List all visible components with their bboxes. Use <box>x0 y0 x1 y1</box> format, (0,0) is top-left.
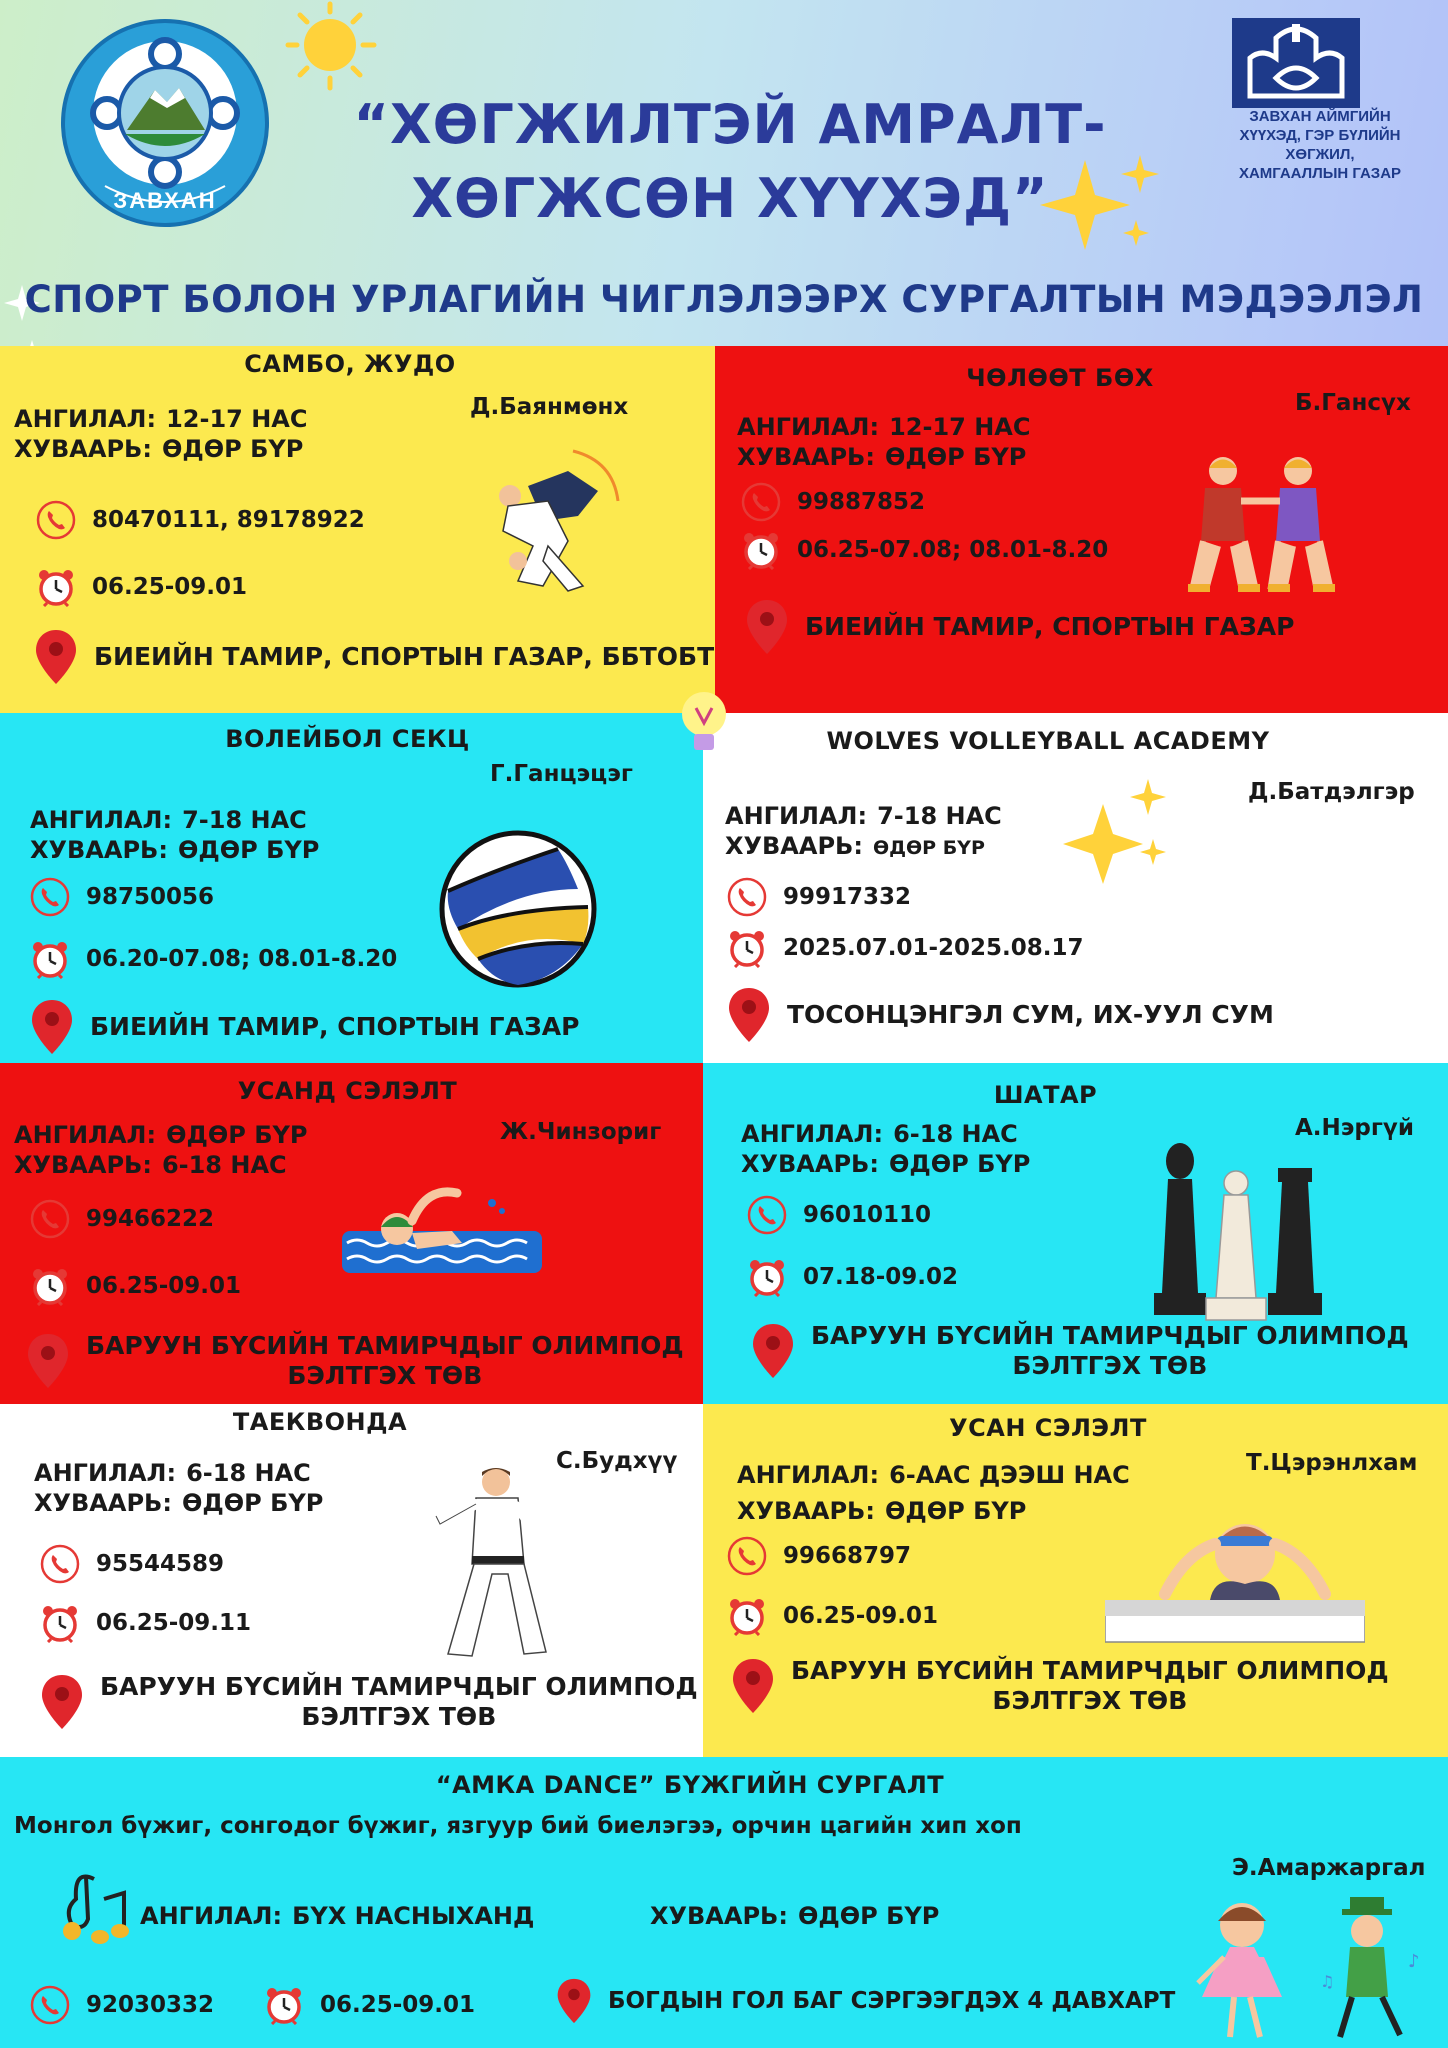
phone-number: 95544589 <box>96 1551 225 1577</box>
main-title <box>330 88 1130 236</box>
dates-row <box>727 928 1084 968</box>
dates-row <box>741 530 1108 570</box>
phone-icon <box>40 1544 80 1584</box>
phone-icon <box>747 1195 787 1235</box>
title-line-1: “ХӨГЖИЛТЭЙ АМРАЛТ- <box>353 93 1107 156</box>
coach-name: Д.Баянмөнх <box>470 394 629 420</box>
category-block <box>140 1901 534 1931</box>
panel-wolves <box>703 713 1448 1063</box>
swimmer-girl-illustration <box>1105 1514 1365 1644</box>
schedule-block <box>650 1901 939 1931</box>
panel-title: ТАЕКВОНДА <box>232 1408 408 1436</box>
panel-taekwondo <box>0 1404 703 1757</box>
phone-row <box>30 1985 214 2025</box>
schedule-label: ХУВААРЬ: <box>14 435 152 463</box>
category-label: АНГИЛАЛ: <box>30 806 173 834</box>
panel-title: ЧӨЛӨӨТ БӨХ <box>966 364 1154 392</box>
coach-name: А.Нэргүй <box>1295 1115 1415 1141</box>
category-value: 7-18 НАС <box>182 806 307 834</box>
dates-value: 06.25-09.01 <box>320 1992 476 2018</box>
panel-title: САМБО, ЖУДО <box>244 350 456 378</box>
panel-swimming-2 <box>703 1404 1448 1757</box>
info-block <box>30 805 319 865</box>
dates-row <box>264 1985 475 2025</box>
phone-row <box>30 1199 214 1239</box>
coach-name: Т.Цэрэнлхам <box>1246 1450 1418 1476</box>
schedule-value: ӨДӨР БҮР <box>888 1150 1031 1178</box>
schedule-label: ХУВААРЬ: <box>30 836 168 864</box>
dancers-illustration <box>1190 1887 1430 2047</box>
sparkle-icon <box>1063 779 1173 889</box>
panel-title: WOLVES VOLLEYBALL ACADEMY <box>826 727 1270 755</box>
location-pin-icon <box>30 998 74 1056</box>
location-pin-icon <box>40 1673 84 1731</box>
dates-row <box>727 1596 938 1636</box>
location-row <box>26 1331 684 1391</box>
panel-title: “АМКА DANCE” БҮЖГИЙН СУРГАЛТ <box>435 1771 945 1799</box>
swimmer-illustration <box>342 1181 542 1281</box>
phone-number: 92030332 <box>86 1992 215 2018</box>
category-value: 6-18 НАС <box>186 1459 311 1487</box>
location-text: БИЕИЙН ТАМИР, СПОРТЫН ГАЗАР <box>90 1012 580 1041</box>
location-text <box>811 1321 1409 1381</box>
phone-number: 98750056 <box>86 884 215 910</box>
dates-row <box>30 1266 241 1306</box>
location-text: ТОСОНЦЭНГЭЛ СУМ, ИХ-УУЛ СУМ <box>787 1000 1274 1029</box>
panel-volleyball <box>0 713 703 1063</box>
phone-row <box>747 1195 931 1235</box>
category-value: 12-17 НАС <box>889 413 1031 441</box>
dates-value: 2025.07.01-2025.08.17 <box>783 935 1084 961</box>
schedule-value: ӨДӨР БҮР <box>177 836 320 864</box>
title-line-2: ХӨГЖСӨН ХҮҮХЭД” <box>411 167 1049 230</box>
location-text <box>791 1656 1389 1716</box>
info-block <box>34 1458 323 1518</box>
alarm-clock-icon <box>727 928 767 968</box>
alarm-clock-icon <box>36 567 76 607</box>
location-line-1: БАРУУН БҮСИЙН ТАМИРЧДЫГ ОЛИМПОД <box>811 1321 1409 1350</box>
category-label: АНГИЛАЛ: <box>14 405 157 433</box>
phone-number: 96010110 <box>803 1202 932 1228</box>
dates-row <box>40 1603 251 1643</box>
schedule-label: ХУВААРЬ: <box>650 1902 788 1930</box>
panel-wrestling <box>715 346 1448 713</box>
info-block <box>14 404 307 464</box>
location-row <box>731 1656 1389 1716</box>
phone-icon <box>30 1985 70 2025</box>
panel-sambo <box>0 346 715 713</box>
location-row <box>556 1977 1175 2025</box>
info-block <box>737 412 1030 472</box>
phone-number: 99917332 <box>783 884 912 910</box>
phone-row <box>741 482 925 522</box>
schedule-value: ӨДӨР БҮР <box>884 443 1027 471</box>
location-pin-icon <box>727 986 771 1044</box>
info-block <box>725 801 1002 863</box>
schedule-label: ХУВААРЬ: <box>34 1489 172 1517</box>
coach-name: Г.Ганцэцэг <box>490 761 633 787</box>
right-logo-text <box>1215 107 1425 183</box>
location-line-2: БЭЛТГЭХ ТӨВ <box>287 1361 483 1390</box>
phone-icon <box>727 877 767 917</box>
location-row <box>745 598 1294 656</box>
schedule-label: ХУВААРЬ: <box>737 443 875 471</box>
alarm-clock-icon <box>30 939 70 979</box>
phone-row <box>40 1544 224 1584</box>
zavkhan-emblem-logo <box>55 18 275 228</box>
volleyball-icon <box>438 829 598 989</box>
location-row <box>30 998 579 1056</box>
phone-number: 80470111, 89178922 <box>92 507 365 533</box>
location-line-1: БАРУУН БҮСИЙН ТАМИРЧДЫГ ОЛИМПОД <box>791 1656 1389 1685</box>
phone-row <box>727 877 911 917</box>
left-logo-text: ЗАВХАН <box>113 188 217 213</box>
category-label: АНГИЛАЛ: <box>34 1459 177 1487</box>
panel-title: ВОЛЕЙБОЛ СЕКЦ <box>225 725 470 753</box>
panel-chess <box>703 1063 1448 1404</box>
phone-number: 99668797 <box>783 1543 912 1569</box>
location-pin-icon <box>556 1977 592 2025</box>
schedule-label: ХУВААРЬ: <box>14 1151 152 1179</box>
location-row <box>34 628 714 686</box>
music-notes-icon <box>54 1869 130 1951</box>
panel-title: УСАН СЭЛЭЛТ <box>949 1414 1147 1442</box>
right-department-logo <box>1232 18 1360 108</box>
alarm-clock-icon <box>40 1603 80 1643</box>
schedule-value: ӨДӨР БҮР <box>797 1902 940 1930</box>
category-label: АНГИЛАЛ: <box>737 1461 880 1489</box>
chess-pieces-icon <box>1148 1143 1323 1323</box>
wrestlers-illustration <box>1173 446 1353 596</box>
alarm-clock-icon <box>747 1257 787 1297</box>
right-logo-line-2: ХҮҮХЭД, ГЭР БҮЛИЙН ХӨГЖИЛ, <box>1239 127 1401 163</box>
light-bulb-icon <box>676 688 732 758</box>
schedule-value: ӨДӨР БҮР <box>181 1489 324 1517</box>
category-value: ӨДӨР БҮР <box>166 1121 308 1149</box>
location-row <box>40 1672 698 1732</box>
info-block <box>737 1460 1130 1526</box>
dates-row <box>36 567 247 607</box>
category-label: АНГИЛАЛ: <box>140 1902 283 1930</box>
location-line-2: БЭЛТГЭХ ТӨВ <box>1012 1351 1208 1380</box>
phone-icon <box>30 1199 70 1239</box>
alarm-clock-icon <box>30 1266 70 1306</box>
category-value: БҮХ НАСНЫХАНД <box>292 1902 535 1930</box>
phone-row <box>727 1536 911 1576</box>
coach-name: Д.Батдэлгэр <box>1248 779 1415 805</box>
phone-number: 99466222 <box>86 1206 215 1232</box>
category-label: АНГИЛАЛ: <box>741 1120 884 1148</box>
location-text: БОГДЫН ГОЛ БАГ СЭРГЭЭГДЭХ 4 ДАВХАРТ <box>608 1988 1176 2014</box>
panel-title: ШАТАР <box>993 1081 1098 1109</box>
sparkle-icon <box>1040 150 1170 265</box>
location-row <box>727 986 1274 1044</box>
right-logo-line-1: ЗАВХАН АЙМГИЙН <box>1249 108 1391 125</box>
dates-value: 06.25-09.01 <box>783 1603 939 1629</box>
panel-dance <box>0 1757 1448 2048</box>
info-block <box>741 1119 1030 1179</box>
judo-athletes-illustration <box>488 446 638 596</box>
schedule-label: ХУВААРЬ: <box>737 1497 875 1525</box>
dates-value: 06.25-09.01 <box>86 1273 242 1299</box>
schedule-value: ӨДӨР БҮР <box>884 1497 1027 1525</box>
dates-value: 06.25-07.08; 08.01-8.20 <box>797 537 1109 563</box>
schedule-label: ХУВААРЬ: <box>725 832 863 860</box>
phone-icon <box>741 482 781 522</box>
coach-name: Э.Амаржаргал <box>1232 1855 1426 1881</box>
coach-name: Б.Гансүх <box>1295 390 1411 416</box>
dates-value: 06.25-09.01 <box>92 574 248 600</box>
phone-icon <box>36 500 76 540</box>
location-row <box>751 1321 1409 1381</box>
location-text <box>86 1331 684 1391</box>
phone-number: 99887852 <box>797 489 926 515</box>
category-label: АНГИЛАЛ: <box>14 1121 157 1149</box>
location-pin-icon <box>26 1332 70 1390</box>
location-pin-icon <box>731 1657 775 1715</box>
schedule-label: ХУВААРЬ: <box>741 1150 879 1178</box>
taekwondo-athlete-illustration <box>428 1464 558 1664</box>
phone-icon <box>30 877 70 917</box>
dates-row <box>30 939 397 979</box>
location-text <box>100 1672 698 1732</box>
phone-icon <box>727 1536 767 1576</box>
location-text: БИЕИЙН ТАМИР, СПОРТЫН ГАЗАР <box>805 612 1295 641</box>
location-line-1: БАРУУН БҮСИЙН ТАМИРЧДЫГ ОЛИМПОД <box>100 1672 698 1701</box>
location-pin-icon <box>745 598 789 656</box>
panel-title: УСАНД СЭЛЭЛТ <box>237 1077 458 1105</box>
alarm-clock-icon <box>727 1596 767 1636</box>
phone-row <box>36 500 365 540</box>
coach-name: Ж.Чинзориг <box>500 1119 662 1145</box>
phone-row <box>30 877 214 917</box>
category-value: 12-17 НАС <box>166 405 308 433</box>
svg-text:♪: ♪ <box>1408 1951 1420 1972</box>
location-line-2: БЭЛТГЭХ ТӨВ <box>992 1686 1188 1715</box>
coach-name: С.Будхүү <box>556 1448 678 1474</box>
schedule-value: 6-18 НАС <box>161 1151 287 1179</box>
header <box>0 0 1448 346</box>
location-pin-icon <box>34 628 78 686</box>
dates-value: 06.20-07.08; 08.01-8.20 <box>86 946 398 972</box>
location-line-2: БЭЛТГЭХ ТӨВ <box>301 1702 497 1731</box>
location-pin-icon <box>751 1322 795 1380</box>
location-text: БИЕИЙН ТАМИР, СПОРТЫН ГАЗАР, ББТОБТ <box>94 642 715 671</box>
category-label: АНГИЛАЛ: <box>737 413 880 441</box>
location-line-1: БАРУУН БҮСИЙН ТАМИРЧДЫГ ОЛИМПОД <box>86 1331 684 1360</box>
subtitle: СПОРТ БОЛОН УРЛАГИЙН ЧИГЛЭЛЭЭРХ СУРГАЛТЫН МЭДЭЭЛЭЛ <box>24 278 1424 321</box>
category-value: 6-ААС ДЭЭШ НАС <box>889 1461 1130 1489</box>
svg-text:♫: ♫ <box>1320 1972 1335 1991</box>
info-block <box>14 1120 307 1180</box>
dance-description: Монгол бүжиг, сонгодог бүжиг, язгуур бий биелэгээ, орчин цагийн хип хоп <box>14 1813 1022 1839</box>
dates-value: 07.18-09.02 <box>803 1264 959 1290</box>
alarm-clock-icon <box>741 530 781 570</box>
alarm-clock-icon <box>264 1985 304 2025</box>
dates-value: 06.25-09.11 <box>96 1610 252 1636</box>
right-logo-line-3: ХАМГААЛЛЫН ГАЗАР <box>1238 165 1402 182</box>
category-label: АНГИЛАЛ: <box>725 802 868 830</box>
panel-swimming <box>0 1063 703 1404</box>
schedule-value: ӨДӨР БҮР <box>872 837 985 859</box>
category-value: 7-18 НАС <box>877 802 1002 830</box>
schedule-value: ӨДӨР БҮР <box>161 435 304 463</box>
category-value: 6-18 НАС <box>893 1120 1018 1148</box>
dates-row <box>747 1257 958 1297</box>
